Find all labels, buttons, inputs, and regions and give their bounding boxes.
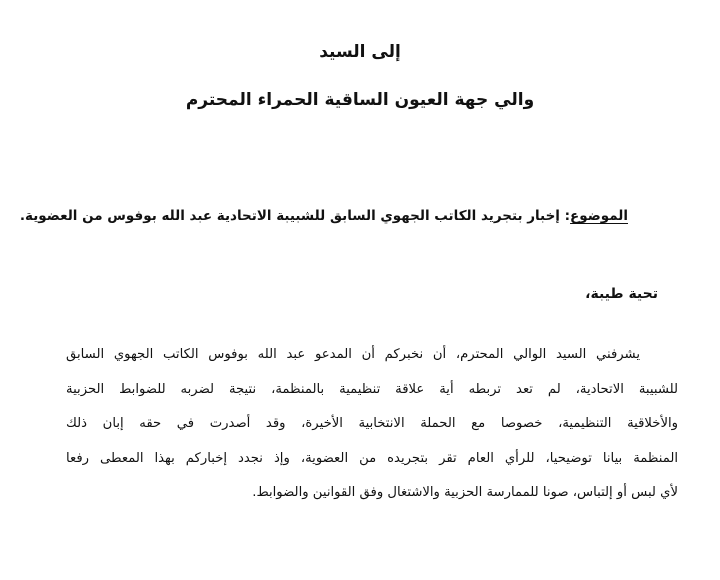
subject-separator: :: [559, 208, 571, 224]
body-line-3: والأخلاقية التنظيمية، خصوصا مع الحملة الانتخابية الأخيرة، وقد أصدرت في حقه إبان ذلك: [66, 416, 678, 431]
body-line-2: للشبيبة الاتحادية، لم تعد تربطه أية علاقة تنظيمية بالمنظمة، نتيجة لضربه للضوابط الحزبية: [66, 381, 678, 397]
body-line-1: يشرفني السيد الوالي المحترم، أن نخبركم أن المدعو عبد الله بوفوس الكاتب الجهوي السابق: [66, 347, 640, 362]
greeting: تحية طيبة،: [585, 286, 658, 302]
subject-label: الموضوع: [570, 208, 628, 224]
recipient-title: إلى السيد: [319, 42, 401, 62]
subject-line: [18, 208, 628, 224]
body-line-4: المنظمة بيانا توضيحيا، للرأي العام تقر بتجريده من العضوية، وإذ نجدد إخباركم بهذا المعطى رفعا: [66, 450, 678, 466]
recipient-position: والي جهة العيون الساقية الحمراء المحترم: [185, 90, 535, 110]
subject-text: إخبار بتجريد الكاتب الجهوي السابق للشبيبة الاتحادية عبد الله بوفوس من العضوية.: [19, 208, 560, 224]
body-line-5: لأي لبس أو إلتباس، صونا للممارسة الحزبية والاشتغال وفق القوانين والضوابط.: [252, 485, 678, 500]
letter-body: [66, 338, 678, 511]
